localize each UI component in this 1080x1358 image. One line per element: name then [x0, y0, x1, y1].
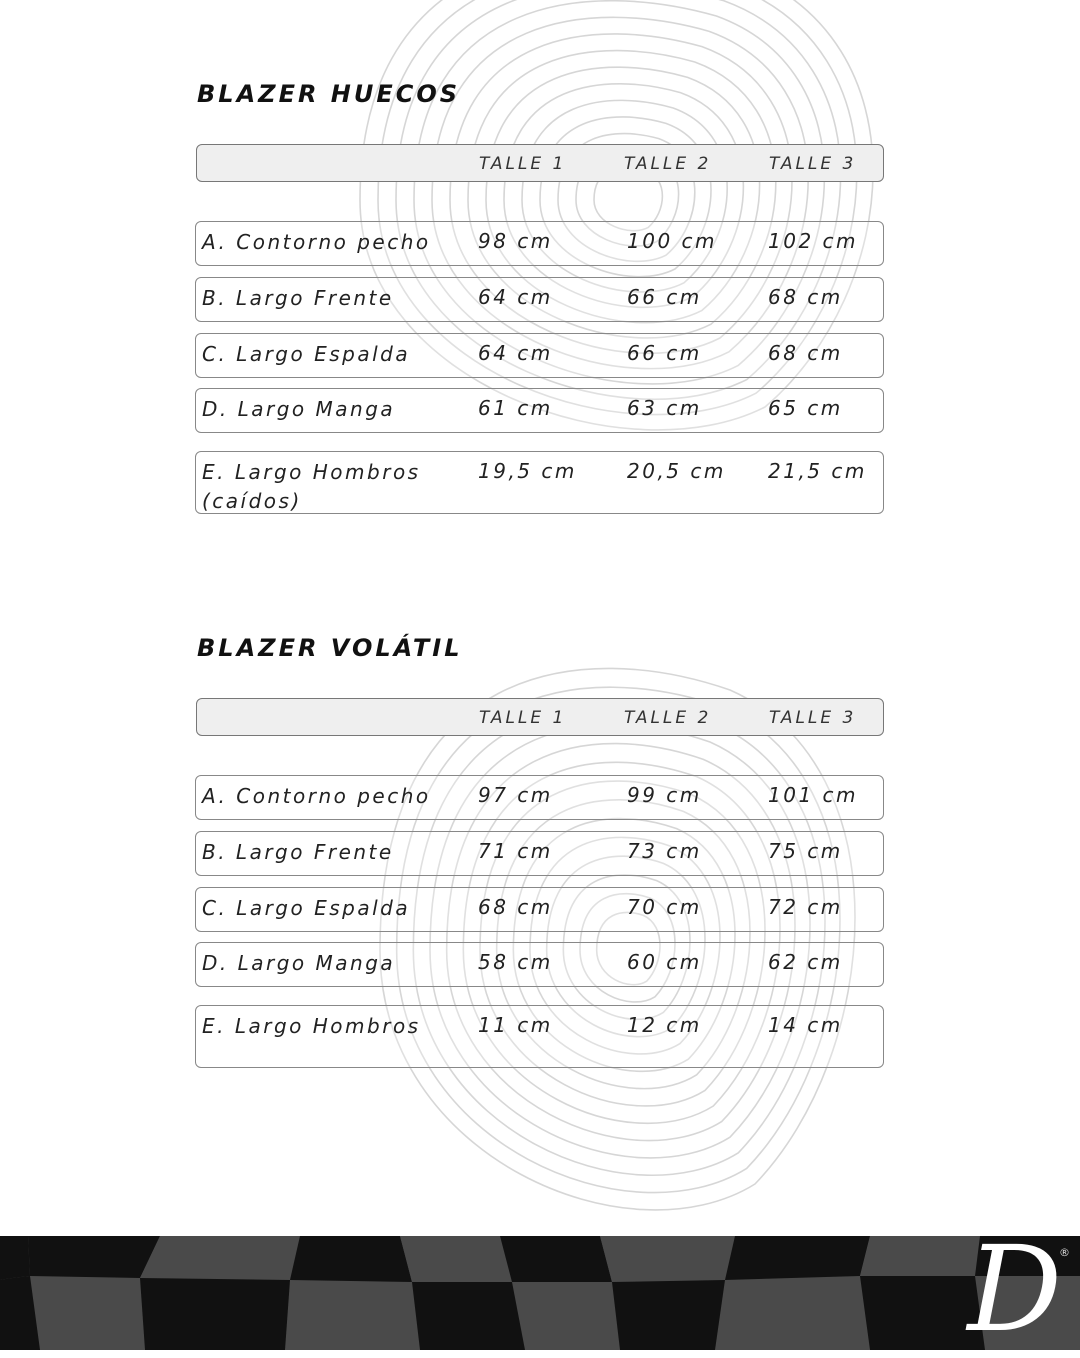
table-row: [195, 277, 884, 322]
registered-mark: ®: [1059, 1246, 1070, 1259]
cell-talle-3: 101 cm: [768, 783, 859, 807]
row-label: B. Largo Frente: [202, 286, 394, 310]
row-label: A. Contorno pecho: [202, 784, 431, 808]
cell-talle-1: 98 cm: [478, 229, 553, 253]
table-row: [195, 1005, 884, 1068]
cell-talle-2: 63 cm: [627, 396, 702, 420]
cell-talle-3: 102 cm: [768, 229, 859, 253]
checkered-footer: [0, 1236, 1080, 1350]
header-talle-2: TALLE 2: [624, 708, 712, 728]
header-talle-2: TALLE 2: [624, 154, 712, 174]
checker-pattern: [0, 1236, 1080, 1350]
table-row: [195, 388, 884, 433]
table-row: [195, 221, 884, 266]
contour-line: [397, 687, 840, 1192]
cell-talle-2: 66 cm: [627, 285, 702, 309]
section-title-huecos: BLAZER HUECOS: [197, 80, 461, 108]
cell-talle-2: 20,5 cm: [627, 459, 726, 483]
cell-talle-1: 68 cm: [478, 895, 553, 919]
cell-talle-3: 68 cm: [768, 285, 843, 309]
cell-talle-1: 61 cm: [478, 396, 553, 420]
row-label: B. Largo Frente: [202, 840, 394, 864]
cell-talle-2: 100 cm: [627, 229, 718, 253]
cell-talle-2: 66 cm: [627, 341, 702, 365]
cell-talle-1: 71 cm: [478, 839, 553, 863]
cell-talle-2: 99 cm: [627, 783, 702, 807]
contour-line: [380, 668, 855, 1209]
table-row: [195, 775, 884, 820]
cell-talle-2: 73 cm: [627, 839, 702, 863]
row-label: E. Largo Hombros: [202, 1014, 421, 1038]
cell-talle-3: 14 cm: [768, 1013, 843, 1037]
row-label: C. Largo Espalda: [202, 342, 411, 366]
contour-line: [414, 1, 824, 384]
table-row: [195, 942, 884, 987]
cell-talle-3: 72 cm: [768, 895, 843, 919]
row-label: E. Largo Hombros (caídos): [202, 460, 421, 513]
section-title-volatil: BLAZER VOLÁTIL: [197, 634, 463, 662]
header-talle-1: TALLE 1: [479, 154, 567, 174]
cell-talle-1: 97 cm: [478, 783, 553, 807]
cell-talle-1: 64 cm: [478, 285, 553, 309]
cell-talle-2: 12 cm: [627, 1013, 702, 1037]
cell-talle-1: 64 cm: [478, 341, 553, 365]
table-row: [195, 451, 884, 514]
cell-talle-3: 75 cm: [768, 839, 843, 863]
row-label: D. Largo Manga: [202, 397, 396, 421]
table-header-huecos: [196, 144, 884, 182]
contour-line: [504, 84, 743, 308]
table-row: [195, 333, 884, 378]
header-talle-3: TALLE 3: [769, 708, 857, 728]
table-row: [195, 831, 884, 876]
row-label: D. Largo Manga: [202, 951, 396, 975]
brand-logo: D: [967, 1220, 1062, 1358]
cell-talle-3: 68 cm: [768, 341, 843, 365]
cell-talle-1: 58 cm: [478, 950, 553, 974]
row-label: C. Largo Espalda: [202, 896, 411, 920]
cell-talle-3: 21,5 cm: [768, 459, 867, 483]
cell-talle-3: 62 cm: [768, 950, 843, 974]
table-row: [195, 887, 884, 932]
cell-talle-1: 19,5 cm: [478, 459, 577, 483]
header-talle-1: TALLE 1: [479, 708, 567, 728]
cell-talle-2: 60 cm: [627, 950, 702, 974]
table-header-volatil: [196, 698, 884, 736]
row-label: A. Contorno pecho: [202, 230, 431, 254]
cell-talle-2: 70 cm: [627, 895, 702, 919]
header-talle-3: TALLE 3: [769, 154, 857, 174]
cell-talle-1: 11 cm: [478, 1013, 553, 1037]
cell-talle-3: 65 cm: [768, 396, 843, 420]
